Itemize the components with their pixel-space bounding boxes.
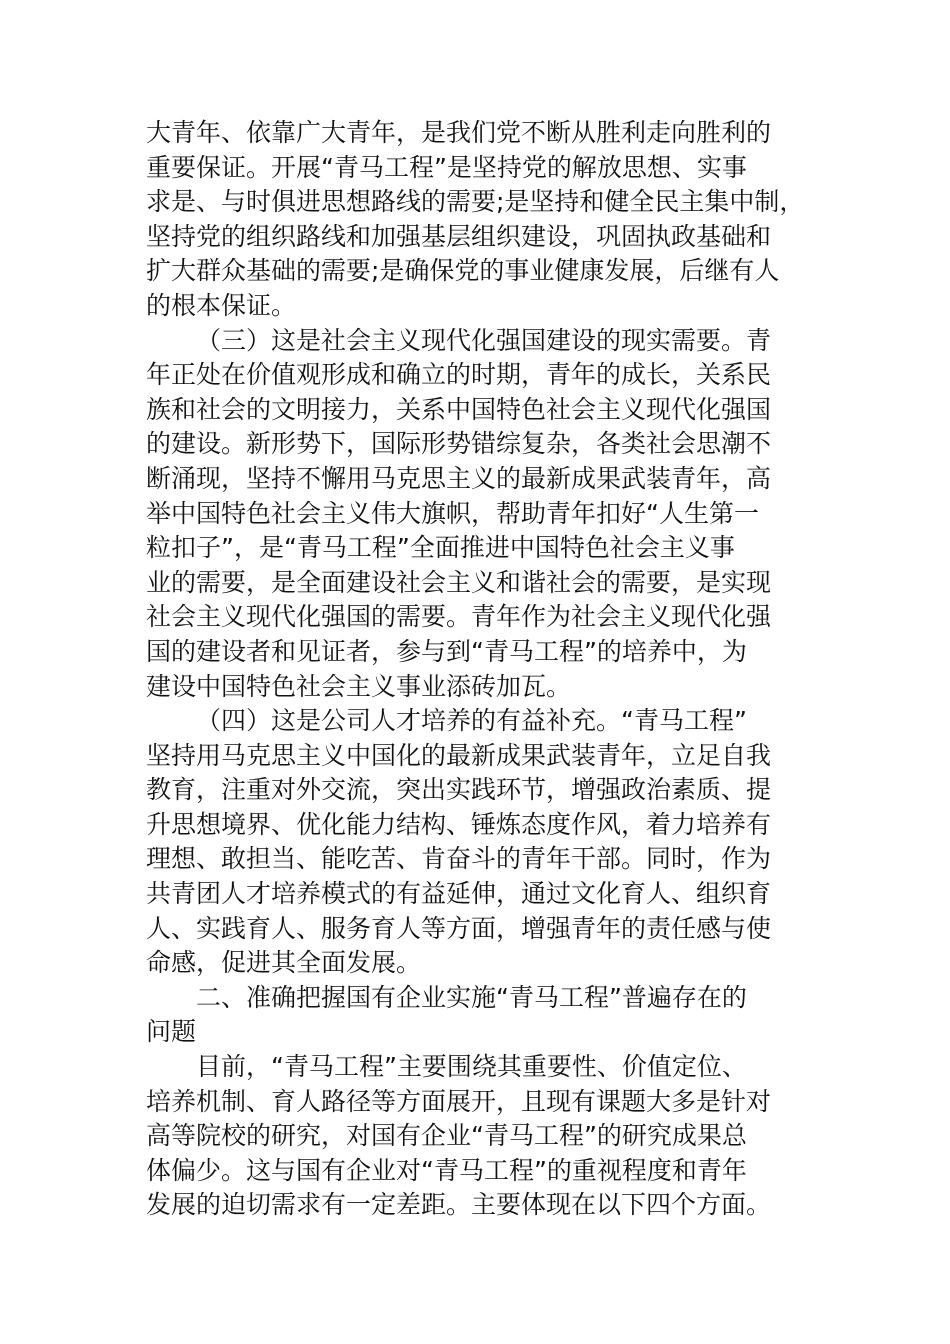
text-line: 问题 [146,1017,197,1047]
text-line: 举中国特色社会主义伟大旗帜，帮助青年扣好“人生第一 [146,498,759,528]
text-line: 体偏少。这与国有企业对“青马工程”的重视程度和青年 [146,1155,747,1185]
text-line: 社会主义现代化强国的需要。青年作为社会主义现代化强 [146,602,772,632]
text-line: 共青团人才培养模式的有益延伸，通过文化育人、组织育 [146,879,772,909]
text-line: 升思想境界、优化能力结构、锤炼态度作风，着力培养有 [146,809,772,839]
text-line: 人、实践育人、服务育人等方面，增强青年的责任感与使 [146,913,772,943]
text-line: 重要保证。开展“青马工程”是坚持党的解放思想、实事 [146,152,747,182]
text-line: 命感，促进其全面发展。 [146,948,422,978]
text-line: 业的需要，是全面建设社会主义和谐社会的需要，是实现 [146,567,772,597]
text-line: 培养机制、育人路径等方面展开，且现有课题大多是针对 [146,1086,772,1116]
paragraph-start: 目前，“青马工程”主要围绕其重要性、价值定位、 [196,1052,747,1082]
text-line: 坚持用马克思主义中国化的最新成果武装青年，立足自我 [146,740,772,770]
text-line: 国的建设者和见证者，参与到“青马工程”的培养中，为 [146,636,747,666]
text-line: 建设中国特色社会主义事业添砖加瓦。 [146,671,572,701]
text-line: 断涌现，坚持不懈用马克思主义的最新成果武装青年，高 [146,463,772,493]
text-line: 大青年、依靠广大青年，是我们党不断从胜利走向胜利的 [146,118,772,147]
text-line: 坚持党的组织路线和加强基层组织建设，巩固执政基础和 [146,221,772,251]
text-line: 教育，注重对外交流，突出实践环节，增强政治素质、提 [146,775,772,805]
body-text [146,116,806,1223]
text-line: 族和社会的文明接力，关系中国特色社会主义现代化强国 [146,394,772,424]
section-heading-3: （三）这是社会主义现代化强国建设的现实需要。青 [196,325,772,355]
text-line: 的建设。新形势下，国际形势错综复杂，各类社会思潮不 [146,429,772,459]
text-line: 的根本保证。 [146,290,297,320]
text-line: 高等院校的研究，对国有企业“青马工程”的研究成果总 [146,1121,747,1151]
text-line: 发展的迫切需求有一定差距。主要体现在以下四个方面。 [146,1190,772,1220]
text-line: 扩大群众基础的需要;是确保党的事业健康发展，后继有人 [146,256,780,286]
text-line: 理想、敢担当、能吃苦、肯奋斗的青年干部。同时，作为 [146,844,772,874]
text-line: 年正处在价值观形成和确立的时期，青年的成长，关系民 [146,360,772,390]
text-line: 求是、与时俱进思想路线的需要;是坚持和健全民主集中制， [146,187,805,217]
section-heading-4: （四）这是公司人才培养的有益补充。“青马工程” [196,706,747,736]
text-line: 粒扣子”，是“青马工程”全面推进中国特色社会主义事 [146,533,735,563]
chapter-heading-2: 二、准确把握国有企业实施“青马工程”普遍存在的 [196,982,747,1012]
